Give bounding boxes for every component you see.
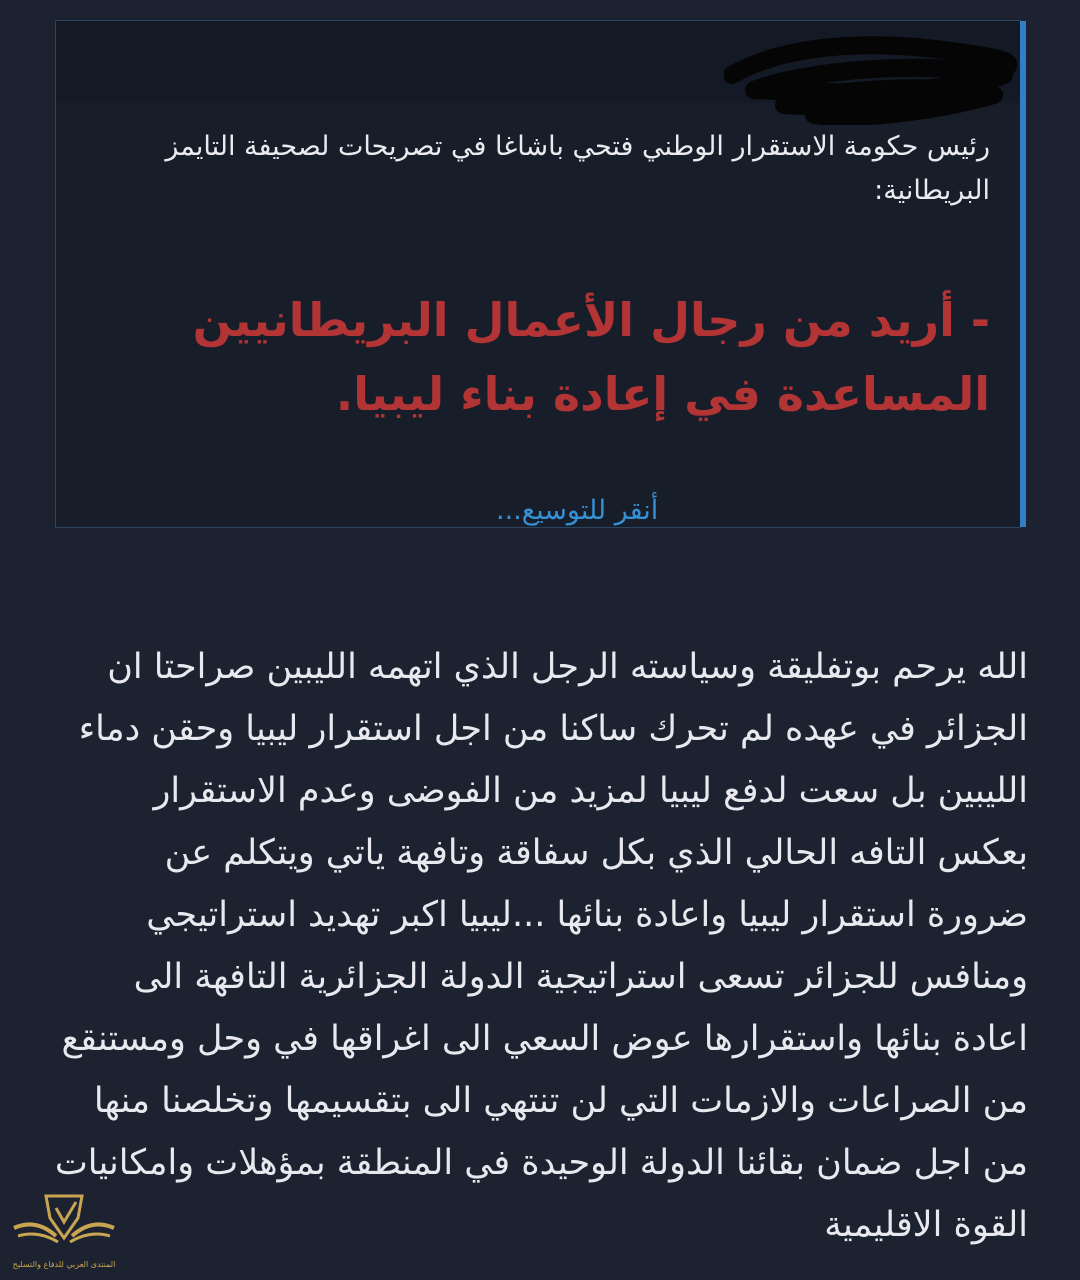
quote-highlight: - أريد من رجال الأعمال البريطانيين المساعدة في إعادة بناء ليبيا. (192, 293, 990, 421)
quote-block (55, 20, 1021, 528)
redaction-scribble (724, 35, 1024, 125)
shield-logo-icon (6, 1188, 122, 1260)
quote-accent-bar (1020, 21, 1026, 527)
watermark-text: المنتدى العربي للدفاع والتسليح (12, 1260, 116, 1269)
site-watermark (6, 1188, 122, 1276)
quote-intro: رئيس حكومة الاستقرار الوطني فتحي باشاغا في تصريحات لصحيفة التايمز البريطانية: (165, 131, 990, 206)
quote-header (56, 21, 1020, 103)
expand-quote-link[interactable]: أنقر للتوسيع... (496, 495, 659, 526)
post-body-text: الله يرحم بوتفليقة وسياسته الرجل الذي اتهمه الليبين صراحتا ان الجزائر في عهده لم تحرك ساكنا من اجل استقرار ليبيا وحقن دماء الليبين بل سعت لدفع ليبيا لمزيد من الفوضى وعدم الاستقرار بعكس التافه الحالي الذي بكل سفاقة وتافهة ياتي ويتكلم عن ضرورة استقرار ليبيا واعادة بنائها ...ليبيا اكبر تهديد استراتيجي ومنافس للجزائر تسعى استراتيجية الدولة الجزائرية التافهة الى اعادة بنائها واستقرارها عوض السعي الى اغراقها في وحل ومستنقع من الصراعات والازمات التي لن تنتهي الى بتقسيمها وتخلصنا منها من اجل ضمان بقائنا الدولة الوحيدة في المنطقة بمؤهلات وامكانيات القوة الاقليمية (54, 647, 1028, 1245)
